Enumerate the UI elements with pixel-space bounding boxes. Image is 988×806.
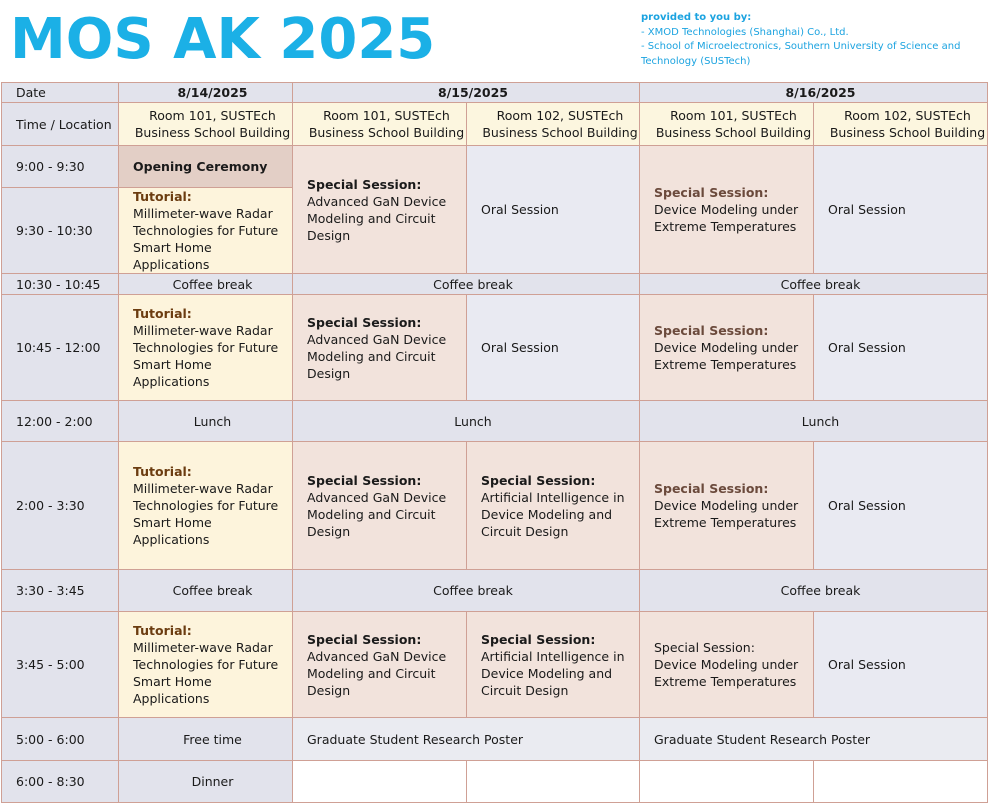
special-session-cell bbox=[467, 442, 640, 570]
empty-cell bbox=[467, 761, 640, 803]
session-label: Special Session: bbox=[307, 314, 422, 330]
tutorial-label: Tutorial: bbox=[133, 306, 192, 321]
tutorial-cell bbox=[119, 188, 293, 274]
time-cell: 9:30 - 10:30 bbox=[2, 188, 119, 274]
session-title: Device Modeling under Extreme Temperatures bbox=[654, 202, 799, 234]
session-title: Artificial Intelligence in Device Modeling and Circuit Design bbox=[481, 489, 625, 539]
table-row bbox=[2, 570, 988, 612]
schedule-table bbox=[1, 82, 988, 803]
time-cell: 10:30 - 10:45 bbox=[2, 274, 119, 295]
tutorial-label: Tutorial: bbox=[133, 623, 192, 638]
time-cell: 6:00 - 8:30 bbox=[2, 761, 119, 803]
opening-ceremony-cell: Opening Ceremony bbox=[119, 146, 293, 188]
poster-cell: Graduate Student Research Poster bbox=[640, 718, 988, 761]
room-cell: Room 102, SUSTEch Business School Building bbox=[467, 103, 640, 146]
room-cell: Room 101, SUSTEch Business School Building bbox=[293, 103, 467, 146]
tutorial-title: Millimeter-wave Radar Technologies for Future Smart Home Applications bbox=[133, 481, 279, 547]
date-label: Date bbox=[2, 83, 119, 103]
empty-cell bbox=[293, 761, 467, 803]
provider-xmod: - XMOD Technologies (Shanghai) Co., Ltd. bbox=[641, 26, 849, 38]
tutorial-title: Millimeter-wave Radar Technologies for Future Smart Home Applications bbox=[133, 323, 279, 389]
session-label: Special Session: bbox=[481, 472, 596, 488]
tutorial-title: Millimeter-wave Radar Technologies for Future Smart Home Applications bbox=[133, 640, 279, 706]
special-session-cell bbox=[467, 612, 640, 718]
lunch-cell: Lunch bbox=[119, 401, 293, 442]
table-row bbox=[2, 146, 988, 188]
session-label: Special Session: bbox=[307, 176, 422, 192]
tutorial-title: Millimeter-wave Radar Technologies for Future Smart Home Applications bbox=[133, 206, 279, 272]
oral-session-cell: Oral Session bbox=[467, 295, 640, 401]
session-label: Special Session: bbox=[307, 631, 422, 647]
time-cell: 2:00 - 3:30 bbox=[2, 442, 119, 570]
date-3: 8/16/2025 bbox=[640, 83, 988, 103]
provider-sustech: - School of Microelectronics, Southern University of Science and Technology (SUSTech) bbox=[641, 41, 961, 67]
page-title: MOS AK 2025 bbox=[10, 7, 436, 72]
special-session-cell bbox=[293, 612, 467, 718]
session-label: Special Session: bbox=[481, 631, 596, 647]
coffee-break-cell: Coffee break bbox=[119, 274, 293, 295]
time-cell: 3:30 - 3:45 bbox=[2, 570, 119, 612]
time-cell: 9:00 - 9:30 bbox=[2, 146, 119, 188]
table-row bbox=[2, 718, 988, 761]
time-cell: 10:45 - 12:00 bbox=[2, 295, 119, 401]
coffee-break-cell: Coffee break bbox=[119, 570, 293, 612]
session-label: Special Session: bbox=[654, 481, 769, 496]
special-session-cell bbox=[640, 612, 814, 718]
tutorial-cell bbox=[119, 442, 293, 570]
session-title: Advanced GaN Device Modeling and Circuit Design bbox=[307, 331, 447, 381]
special-session-cell bbox=[293, 295, 467, 401]
special-session-cell bbox=[293, 146, 467, 274]
oral-session-cell: Oral Session bbox=[814, 295, 988, 401]
table-row bbox=[2, 761, 988, 803]
session-title: Advanced GaN Device Modeling and Circuit Design bbox=[307, 489, 447, 539]
session-label: Special Session: bbox=[654, 185, 769, 200]
table-row bbox=[2, 295, 988, 401]
tutorial-label: Tutorial: bbox=[133, 189, 192, 204]
room-row bbox=[2, 103, 988, 146]
time-cell: 3:45 - 5:00 bbox=[2, 612, 119, 718]
oral-session-cell: Oral Session bbox=[467, 146, 640, 274]
room-cell: Room 101, SUSTEch Business School Building bbox=[119, 103, 293, 146]
time-cell: 12:00 - 2:00 bbox=[2, 401, 119, 442]
special-session-cell bbox=[293, 442, 467, 570]
oral-session-cell: Oral Session bbox=[814, 612, 988, 718]
table-row bbox=[2, 612, 988, 718]
special-session-cell bbox=[640, 146, 814, 274]
table-row bbox=[2, 442, 988, 570]
tutorial-cell bbox=[119, 612, 293, 718]
coffee-break-cell: Coffee break bbox=[640, 570, 988, 612]
special-session-cell bbox=[640, 442, 814, 570]
coffee-break-cell: Coffee break bbox=[293, 570, 640, 612]
special-session-cell bbox=[640, 295, 814, 401]
provider-info bbox=[641, 11, 981, 69]
free-time-cell: Free time bbox=[119, 718, 293, 761]
time-cell: 5:00 - 6:00 bbox=[2, 718, 119, 761]
time-location-label: Time / Location bbox=[2, 103, 119, 146]
session-label: Special Session: bbox=[654, 323, 769, 338]
date-2: 8/15/2025 bbox=[293, 83, 640, 103]
room-cell: Room 101, SUSTEch Business School Building bbox=[640, 103, 814, 146]
session-title: Device Modeling under Extreme Temperatures bbox=[654, 498, 799, 530]
coffee-break-cell: Coffee break bbox=[640, 274, 988, 295]
date-row bbox=[2, 83, 988, 103]
oral-session-cell: Oral Session bbox=[814, 442, 988, 570]
lunch-cell: Lunch bbox=[640, 401, 988, 442]
session-title: Device Modeling under Extreme Temperatures bbox=[654, 657, 799, 689]
date-1: 8/14/2025 bbox=[119, 83, 293, 103]
session-label: Special Session: bbox=[307, 472, 422, 488]
tutorial-label: Tutorial: bbox=[133, 464, 192, 479]
table-row bbox=[2, 401, 988, 442]
provided-heading: provided to you by: bbox=[641, 12, 752, 23]
session-title: Artificial Intelligence in Device Modeling and Circuit Design bbox=[481, 648, 625, 698]
session-label: Special Session: bbox=[654, 640, 755, 655]
session-title: Advanced GaN Device Modeling and Circuit Design bbox=[307, 648, 447, 698]
table-row bbox=[2, 274, 988, 295]
dinner-cell: Dinner bbox=[119, 761, 293, 803]
coffee-break-cell: Coffee break bbox=[293, 274, 640, 295]
lunch-cell: Lunch bbox=[293, 401, 640, 442]
poster-cell: Graduate Student Research Poster bbox=[293, 718, 640, 761]
session-title: Advanced GaN Device Modeling and Circuit Design bbox=[307, 193, 447, 243]
room-cell: Room 102, SUSTEch Business School Building bbox=[814, 103, 988, 146]
session-title: Device Modeling under Extreme Temperatures bbox=[654, 340, 799, 372]
tutorial-cell bbox=[119, 295, 293, 401]
oral-session-cell: Oral Session bbox=[814, 146, 988, 274]
empty-cell bbox=[640, 761, 814, 803]
empty-cell bbox=[814, 761, 988, 803]
